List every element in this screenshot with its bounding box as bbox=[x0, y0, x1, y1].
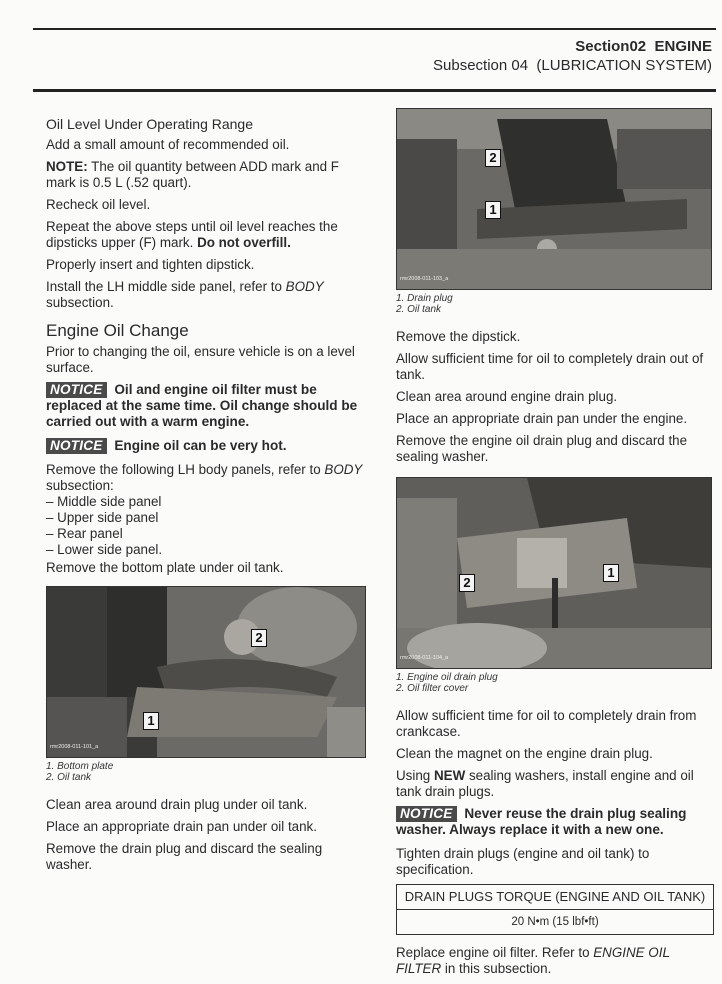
paragraph: Install the LH middle side panel, refer to BODY subsection. bbox=[46, 279, 324, 310]
notice: NOTICE Engine oil can be very hot. bbox=[46, 438, 368, 454]
paragraph: Place an appropriate drain pan under oil tank. bbox=[46, 819, 317, 834]
figure-caption: 1. Bottom plate 2. Oil tank bbox=[46, 761, 114, 783]
notice-badge: NOTICE bbox=[396, 806, 457, 822]
paragraph: Remove the dipstick. bbox=[396, 329, 521, 344]
callout-1: 1 bbox=[143, 712, 159, 730]
callout-1: 1 bbox=[603, 564, 619, 582]
paragraph: Properly insert and tighten dipstick. bbox=[46, 257, 255, 272]
figure-caption: 1. Engine oil drain plug 2. Oil filter cover bbox=[396, 672, 498, 694]
notice-badge: NOTICE bbox=[46, 438, 107, 454]
section-header: Section02 ENGINE bbox=[575, 38, 712, 55]
paragraph: Using NEW sealing washers, install engine and oil tank drain plugs. bbox=[396, 768, 694, 799]
photo-bottom-plate bbox=[46, 586, 366, 758]
paragraph: Allow sufficient time for oil to completely drain out of tank. bbox=[396, 351, 704, 382]
list-item: – Upper side panel bbox=[46, 510, 159, 525]
photo-engine-drain-plug bbox=[396, 477, 712, 669]
list-item: – Lower side panel. bbox=[46, 542, 163, 557]
callout-2: 2 bbox=[485, 149, 501, 167]
paragraph: Allow sufficient time for oil to completely drain from crankcase. bbox=[396, 708, 697, 739]
left-column bbox=[46, 116, 368, 879]
subsection-header: Subsection 04 (LUBRICATION SYSTEM) bbox=[433, 57, 712, 74]
header-rule bbox=[33, 89, 716, 92]
subheading: Oil Level Under Operating Range bbox=[46, 116, 254, 132]
paragraph: Tighten drain plugs (engine and oil tank) to specification. bbox=[396, 846, 650, 877]
photo-image bbox=[397, 478, 711, 668]
callout-1: 1 bbox=[485, 201, 501, 219]
paragraph: Recheck oil level. bbox=[46, 197, 151, 212]
paragraph: Remove the bottom plate under oil tank. bbox=[46, 560, 284, 575]
photo-image bbox=[47, 587, 365, 757]
torque-value: 20 N•m (15 lbf•ft) bbox=[511, 916, 599, 928]
list-item: – Middle side panel bbox=[46, 494, 162, 509]
paragraph: Clean area around engine drain plug. bbox=[396, 389, 618, 404]
torque-table bbox=[396, 884, 714, 935]
list-item: – Rear panel bbox=[46, 526, 123, 541]
panel-list bbox=[46, 494, 368, 558]
paragraph: Clean area around drain plug under oil tank. bbox=[46, 797, 308, 812]
torque-header: DRAIN PLUGS TORQUE (ENGINE AND OIL TANK) bbox=[397, 885, 713, 910]
notice: NOTICE Oil and engine oil filter must be replaced at the same time. Oil change should be carried out with a warm engine. bbox=[46, 382, 358, 429]
paragraph: Prior to changing the oil, ensure vehicle is on a level surface. bbox=[46, 344, 355, 375]
right-column bbox=[396, 108, 714, 983]
paragraph: Place an appropriate drain pan under the engine. bbox=[396, 411, 688, 426]
photo-image bbox=[397, 109, 711, 289]
figure-code: rmr2008-011-104_a bbox=[400, 655, 449, 661]
paragraph: Remove the drain plug and discard the sealing washer. bbox=[46, 841, 323, 872]
photo-drain-plug bbox=[396, 108, 712, 290]
paragraph: Repeat the above steps until oil level reaches the dipsticks upper (F) mark. Do not overfill. bbox=[46, 219, 338, 250]
section-heading: Engine Oil Change bbox=[46, 321, 189, 340]
note: NOTE: The oil quantity between ADD mark and F mark is 0.5 L (.52 quart). bbox=[46, 159, 339, 190]
callout-2: 2 bbox=[459, 574, 475, 592]
figure-caption: 1. Drain plug 2. Oil tank bbox=[396, 293, 453, 315]
callout-2: 2 bbox=[251, 629, 267, 647]
top-rule bbox=[33, 28, 716, 30]
paragraph: Remove the engine oil drain plug and discard the sealing washer. bbox=[396, 433, 688, 464]
figure-code: rmr2008-011-101_a bbox=[50, 744, 99, 750]
notice: NOTICE Never reuse the drain plug sealing washer. Always replace it with a new one. bbox=[396, 806, 687, 837]
paragraph: Replace engine oil filter. Refer to ENGINE OIL FILTER in this subsection. bbox=[396, 945, 670, 976]
figure-code: rmr2008-011-103_a bbox=[400, 276, 449, 282]
notice-badge: NOTICE bbox=[46, 382, 107, 398]
paragraph: Clean the magnet on the engine drain plug. bbox=[396, 746, 653, 761]
paragraph: Add a small amount of recommended oil. bbox=[46, 137, 290, 152]
paragraph: Remove the following LH body panels, refer to BODY subsection: bbox=[46, 462, 363, 493]
